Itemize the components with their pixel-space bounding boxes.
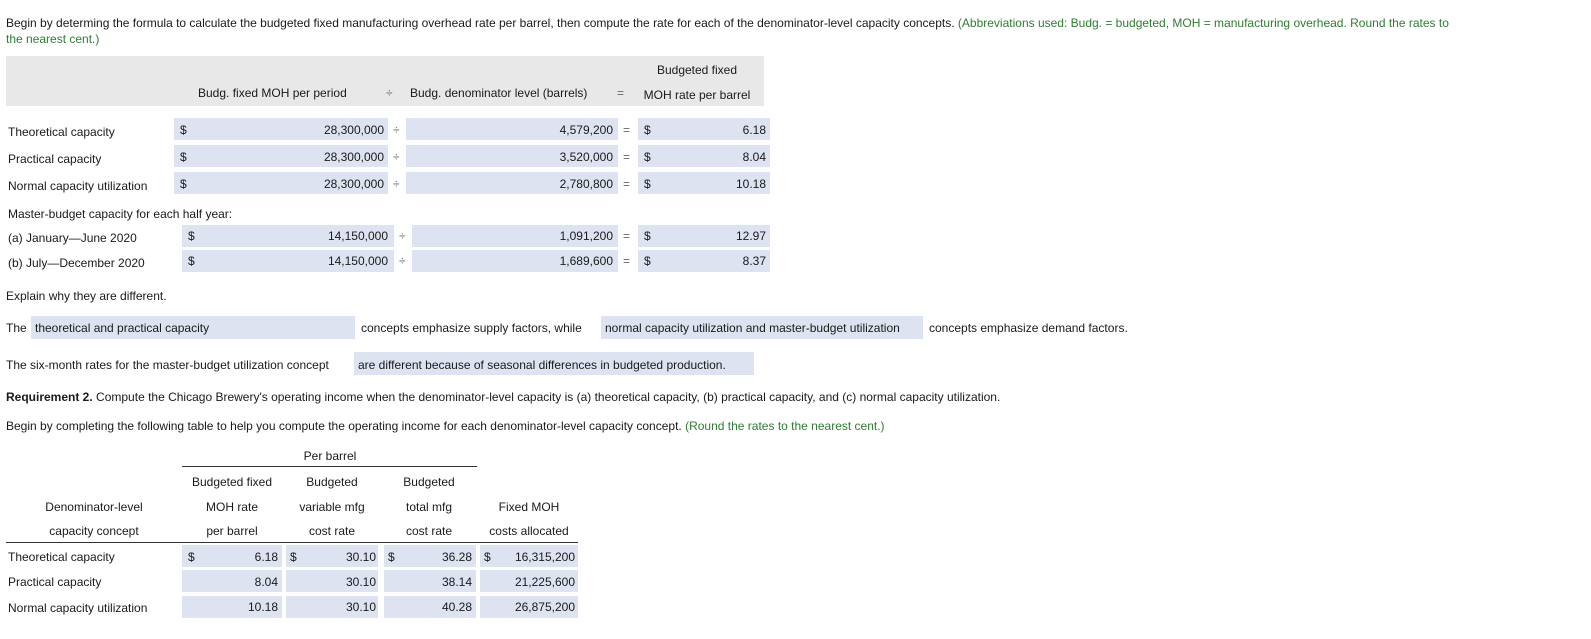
- table1-divide-op: ÷: [393, 150, 400, 164]
- col-alloc-line2: costs allocated: [489, 524, 569, 538]
- table1-divide-op: ÷: [399, 254, 406, 268]
- col-total-line3: cost rate: [405, 524, 453, 538]
- table1-equals-op: =: [623, 254, 631, 268]
- table1-header-equals: =: [617, 86, 625, 100]
- table1-header-divide: ÷: [386, 86, 393, 100]
- explain-prompt: Explain why they are different.: [6, 289, 167, 303]
- table2-row-label: Theoretical capacity: [8, 550, 115, 564]
- table2-total-rate-value: 40.28: [441, 600, 472, 614]
- col-variable-line2: variable mfg: [299, 500, 365, 514]
- table1-equals-op: =: [623, 150, 631, 164]
- explain-sentence2-prefix: The six-month rates for the master-budget utilization concept: [6, 358, 329, 372]
- seasonal-difference-selected: are different because of seasonal differences in budgeted production.: [358, 358, 726, 372]
- table1-denominator-value: 4,579,200: [559, 123, 613, 137]
- table2-fixed-moh-allocated-value: 26,875,200: [514, 600, 575, 614]
- table2-fixed-moh-allocated-value: 21,225,600: [514, 575, 575, 589]
- instructions-text: Begin by determing the formula to calculate the budgeted fixed manufacturing overhead rate per barrel, then compute the rate for each of the denominator-level capacity concepts.: [6, 16, 955, 30]
- col-concept-line1: Denominator-level: [45, 500, 143, 514]
- table1-dollar-sign: $: [188, 254, 195, 268]
- table1-half-rate-value: 8.37: [742, 254, 766, 268]
- explain-sentence1-suffix: concepts emphasize demand factors.: [929, 321, 1128, 335]
- table1-header-fixed-moh: Budg. fixed MOH per period: [198, 86, 347, 100]
- table1-denominator-value: 2,780,800: [559, 177, 613, 191]
- table2-fixed-rate-value: 6.18: [254, 550, 278, 564]
- table2-row-label: Normal capacity utilization: [8, 601, 148, 615]
- table2-dollar-sign: $: [388, 550, 395, 564]
- table1-rate-value: 8.04: [742, 150, 766, 164]
- table1-row-label: Practical capacity: [8, 152, 102, 166]
- table2-dollar-sign: $: [290, 550, 297, 564]
- table1-moh-value: 28,300,000: [323, 150, 384, 164]
- table1-half-row-label: (b) July—December 2020: [8, 256, 145, 270]
- table1-equals-op: =: [623, 229, 631, 243]
- table2-variable-rate-value: 30.10: [345, 575, 376, 589]
- table1-rate-value: 6.18: [742, 123, 766, 137]
- table1-rate-value: 10.18: [735, 177, 766, 191]
- table1-moh-value: 28,300,000: [323, 177, 384, 191]
- rounding-note: (Round the rates to the nearest cent.): [685, 419, 885, 433]
- col-fixed-line2: MOH rate: [205, 500, 258, 514]
- table1-half-denominator-value: 1,689,600: [559, 254, 613, 268]
- table1-equals-op: =: [623, 177, 631, 191]
- supply-concepts-selected: theoretical and practical capacity: [35, 321, 210, 335]
- col-concept-line2: capacity concept: [49, 524, 139, 538]
- table2-header-underline: [6, 542, 578, 543]
- table1-dollar-sign: $: [180, 150, 187, 164]
- table1-row-label: Theoretical capacity: [8, 125, 115, 139]
- col-variable-line1: Budgeted: [306, 475, 358, 489]
- table1-dollar-sign: $: [188, 229, 195, 243]
- col-fixed-line3: per barrel: [206, 524, 258, 538]
- table1-rate-dollar-sign: $: [644, 229, 651, 243]
- table1-half-moh-value: 14,150,000: [327, 229, 388, 243]
- table1-rate-dollar-sign: $: [644, 254, 651, 268]
- col-alloc-line1: Fixed MOH: [498, 500, 560, 514]
- table1-equals-op: =: [623, 123, 631, 137]
- table2-total-rate-value: 36.28: [441, 550, 472, 564]
- table1-half-row-label: (a) January—June 2020: [8, 231, 137, 245]
- table1-rate-dollar-sign: $: [644, 150, 651, 164]
- per-barrel-underline: [182, 466, 477, 467]
- table1-header-denominator: Budg. denominator level (barrels): [410, 86, 588, 100]
- col-fixed-line1: Budgeted fixed: [191, 475, 273, 489]
- table1-half-moh-value: 14,150,000: [327, 254, 388, 268]
- table1-rate-dollar-sign: $: [644, 177, 651, 191]
- requirement2-description: Compute the Chicago Brewery's operating income when the denominator-level capacity is (a) theoretical capacity, (b) practical capacity, and (c) normal capacity utilization.: [96, 390, 1001, 404]
- table1-row-label: Normal capacity utilization: [8, 179, 148, 193]
- col-total-line2: total mfg: [405, 500, 453, 514]
- table1-header-rate-line2: MOH rate per barrel: [643, 88, 751, 102]
- col-variable-line3: cost rate: [308, 524, 356, 538]
- table1-moh-value: 28,300,000: [323, 123, 384, 137]
- table1-rate-dollar-sign: $: [644, 123, 651, 137]
- table1-half-rate-value: 12.97: [735, 229, 766, 243]
- requirement2-instruction: Begin by completing the following table to help you compute the operating income for each denominator-level capacity concept.: [6, 419, 682, 433]
- table2-dollar-sign: $: [484, 550, 491, 564]
- requirement2-text: [6, 390, 1000, 404]
- requirement2-instruction-line: [6, 419, 885, 433]
- table1-denominator-value: 3,520,000: [559, 150, 613, 164]
- instructions-line1: [6, 16, 1449, 30]
- explain-sentence1-middle: concepts emphasize supply factors, while: [361, 321, 582, 335]
- per-barrel-header: Per barrel: [303, 449, 357, 463]
- table2-total-rate-value: 38.14: [441, 575, 472, 589]
- table1-header-rate-line1: Budgeted fixed: [656, 63, 738, 77]
- master-budget-label: Master-budget capacity for each half year:: [8, 207, 233, 221]
- table2-dollar-sign: $: [188, 550, 195, 564]
- explain-sentence1-prefix: The: [6, 321, 27, 335]
- table1-divide-op: ÷: [393, 177, 400, 191]
- requirement2-label: Requirement 2.: [6, 390, 93, 404]
- table1-divide-op: ÷: [399, 229, 406, 243]
- table1-divide-op: ÷: [393, 123, 400, 137]
- table1-dollar-sign: $: [180, 123, 187, 137]
- table2-fixed-rate-value: 10.18: [247, 600, 278, 614]
- table2-fixed-moh-allocated-value: 16,315,200: [514, 550, 575, 564]
- table1-half-denominator-value: 1,091,200: [559, 229, 613, 243]
- table2-variable-rate-value: 30.10: [345, 550, 376, 564]
- abbreviation-note: (Abbreviations used: Budg. = budgeted, MOH = manufacturing overhead. Round the rates to: [957, 16, 1449, 30]
- table2-row-label: Practical capacity: [8, 575, 102, 589]
- abbreviation-note-continued: the nearest cent.): [6, 32, 100, 46]
- table2-fixed-rate-value: 8.04: [254, 575, 278, 589]
- demand-concepts-selected: normal capacity utilization and master-budget utilization: [605, 321, 900, 335]
- col-total-line1: Budgeted: [403, 475, 455, 489]
- table1-dollar-sign: $: [180, 177, 187, 191]
- table2-variable-rate-value: 30.10: [345, 600, 376, 614]
